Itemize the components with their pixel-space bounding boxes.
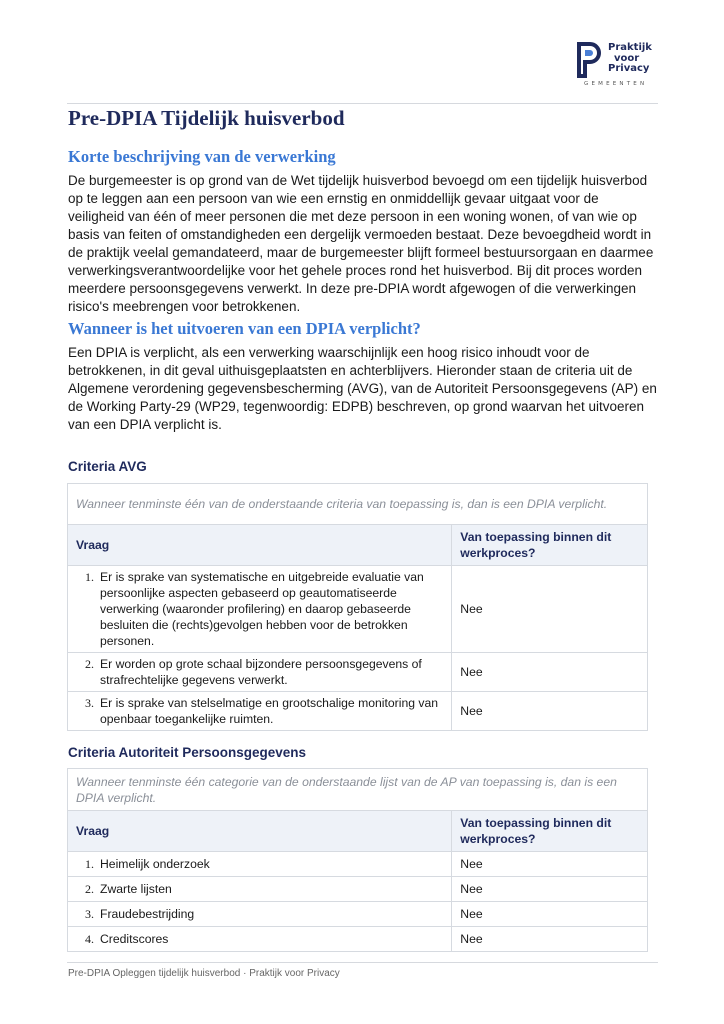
column-header-toepassing: Van toepassing binnen dit werkproces?	[452, 525, 648, 566]
logo-line-1: Praktijk	[608, 42, 652, 53]
column-header-toepassing: Van toepassing binnen dit werkproces?	[452, 811, 648, 852]
praktijk-voor-privacy-logo-icon	[576, 42, 604, 78]
logo-line-3: Privacy	[608, 63, 650, 74]
criteria-avg-intro: Wanneer tenminste één van de onderstaande criteria van toepassing is, dan is een DPIA verplicht.	[68, 484, 648, 525]
row-answer: Nee	[452, 852, 648, 877]
table-row	[68, 902, 648, 927]
row-answer: Nee	[452, 902, 648, 927]
column-header-vraag: Vraag	[68, 525, 452, 566]
row-answer: Nee	[452, 927, 648, 952]
table-header-row	[68, 525, 648, 566]
criteria-ap-table	[67, 768, 648, 952]
table-row	[68, 692, 648, 731]
table-row	[68, 852, 648, 877]
criteria-avg-table	[67, 483, 648, 731]
logo	[576, 42, 686, 90]
row-question: Er is sprake van stelselmatige en grootschalige monitoring van openbaar toegankelijke ruimten.	[100, 696, 439, 726]
row-answer: Nee	[452, 877, 648, 902]
row-answer: Nee	[452, 653, 648, 692]
section-body-dpia-required: Een DPIA is verplicht, als een verwerking waarschijnlijk een hoog risico inhoudt voor de betrokkenen, in dit geval uithuisgeplaatsten en achterblijvers. Hieronder staan de criteria uit de Algemene verordening gegevensbescherming (AVG), van de Autoriteit Persoonsgegevens (AP) en de Working Party-29 (WP29, tegenwoordig: EDPB) beschreven, op grond waarvan het uitvoeren van een DPIA verplicht is.	[68, 345, 657, 432]
row-number: 1.	[85, 857, 94, 871]
row-question: Er is sprake van systematische en uitgebreide evaluatie van persoonlijke aspecten gebaseerd op geautomatiseerde verwerking (waaronder profilering) en daarop gebaseerde besluiten die (rechts)gevolgen hebben voor de betrokken personen.	[100, 570, 424, 648]
criteria-avg-heading: Criteria AVG	[68, 459, 147, 474]
logo-wordmark	[608, 43, 652, 75]
column-header-vraag: Vraag	[68, 811, 452, 852]
row-answer: Nee	[452, 566, 648, 653]
row-question: Heimelijk onderzoek	[100, 857, 210, 871]
table-intro-row	[68, 484, 648, 525]
row-number: 2.	[85, 657, 94, 671]
page-title: Pre-DPIA Tijdelijk huisverbod	[68, 106, 345, 130]
logo-line-2: voor	[614, 52, 640, 64]
row-number: 2.	[85, 882, 94, 896]
row-number: 3.	[85, 907, 94, 921]
criteria-ap-heading: Criteria Autoriteit Persoonsgegevens	[68, 745, 307, 760]
header-divider	[67, 103, 658, 104]
row-question: Zwarte lijsten	[100, 882, 172, 896]
logo-subtitle: GEMEENTEN	[584, 81, 648, 87]
row-question: Er worden op grote schaal bijzondere persoonsgegevens of strafrechtelijke gegevens verwerkt.	[100, 657, 422, 687]
table-row	[68, 927, 648, 952]
footer-divider	[67, 962, 658, 963]
row-answer: Nee	[452, 692, 648, 731]
section-body-description: De burgemeester is op grond van de Wet tijdelijk huisverbod bevoegd om een tijdelijk huisverbod op te leggen aan een persoon van wie een ernstig en onmiddellijk gevaar uitgaat voor de veiligheid van één of meer personen die met deze persoon in een woning wonen, of van wie op basis van feiten of omstandigheden een dergelijk vermoeden bestaat. Deze bevoegdheid wordt in de praktijk veelal gemandateerd, maar de burgemeester blijft formeel bestuursorgaan en daarmee verwerkingsverantwoordelijke voor het gehele proces rond het huisverbod. Bij dit proces worden meerdere persoonsgegevens verwerkt. In deze pre-DPIA wordt afgewogen of die verwerkingen risico's meebrengen voor betrokkenen.	[68, 173, 654, 314]
row-question: Fraudebestrijding	[100, 907, 195, 921]
row-number: 3.	[85, 696, 94, 710]
criteria-ap-intro: Wanneer tenminste één categorie van de onderstaande lijst van de AP van toepassing is, dan is een DPIA verplicht.	[68, 769, 648, 811]
row-number: 1.	[85, 570, 94, 584]
table-row	[68, 653, 648, 692]
section-heading-description: Korte beschrijving van de verwerking	[68, 147, 336, 166]
table-row	[68, 877, 648, 902]
table-intro-row	[68, 769, 648, 811]
row-number: 4.	[85, 932, 94, 946]
row-question: Creditscores	[100, 932, 169, 946]
table-header-row	[68, 811, 648, 852]
section-heading-dpia-required: Wanneer is het uitvoeren van een DPIA verplicht?	[68, 319, 421, 338]
page-footer: Pre-DPIA Opleggen tijdelijk huisverbod · Praktijk voor Privacy	[68, 968, 340, 979]
table-row	[68, 566, 648, 653]
